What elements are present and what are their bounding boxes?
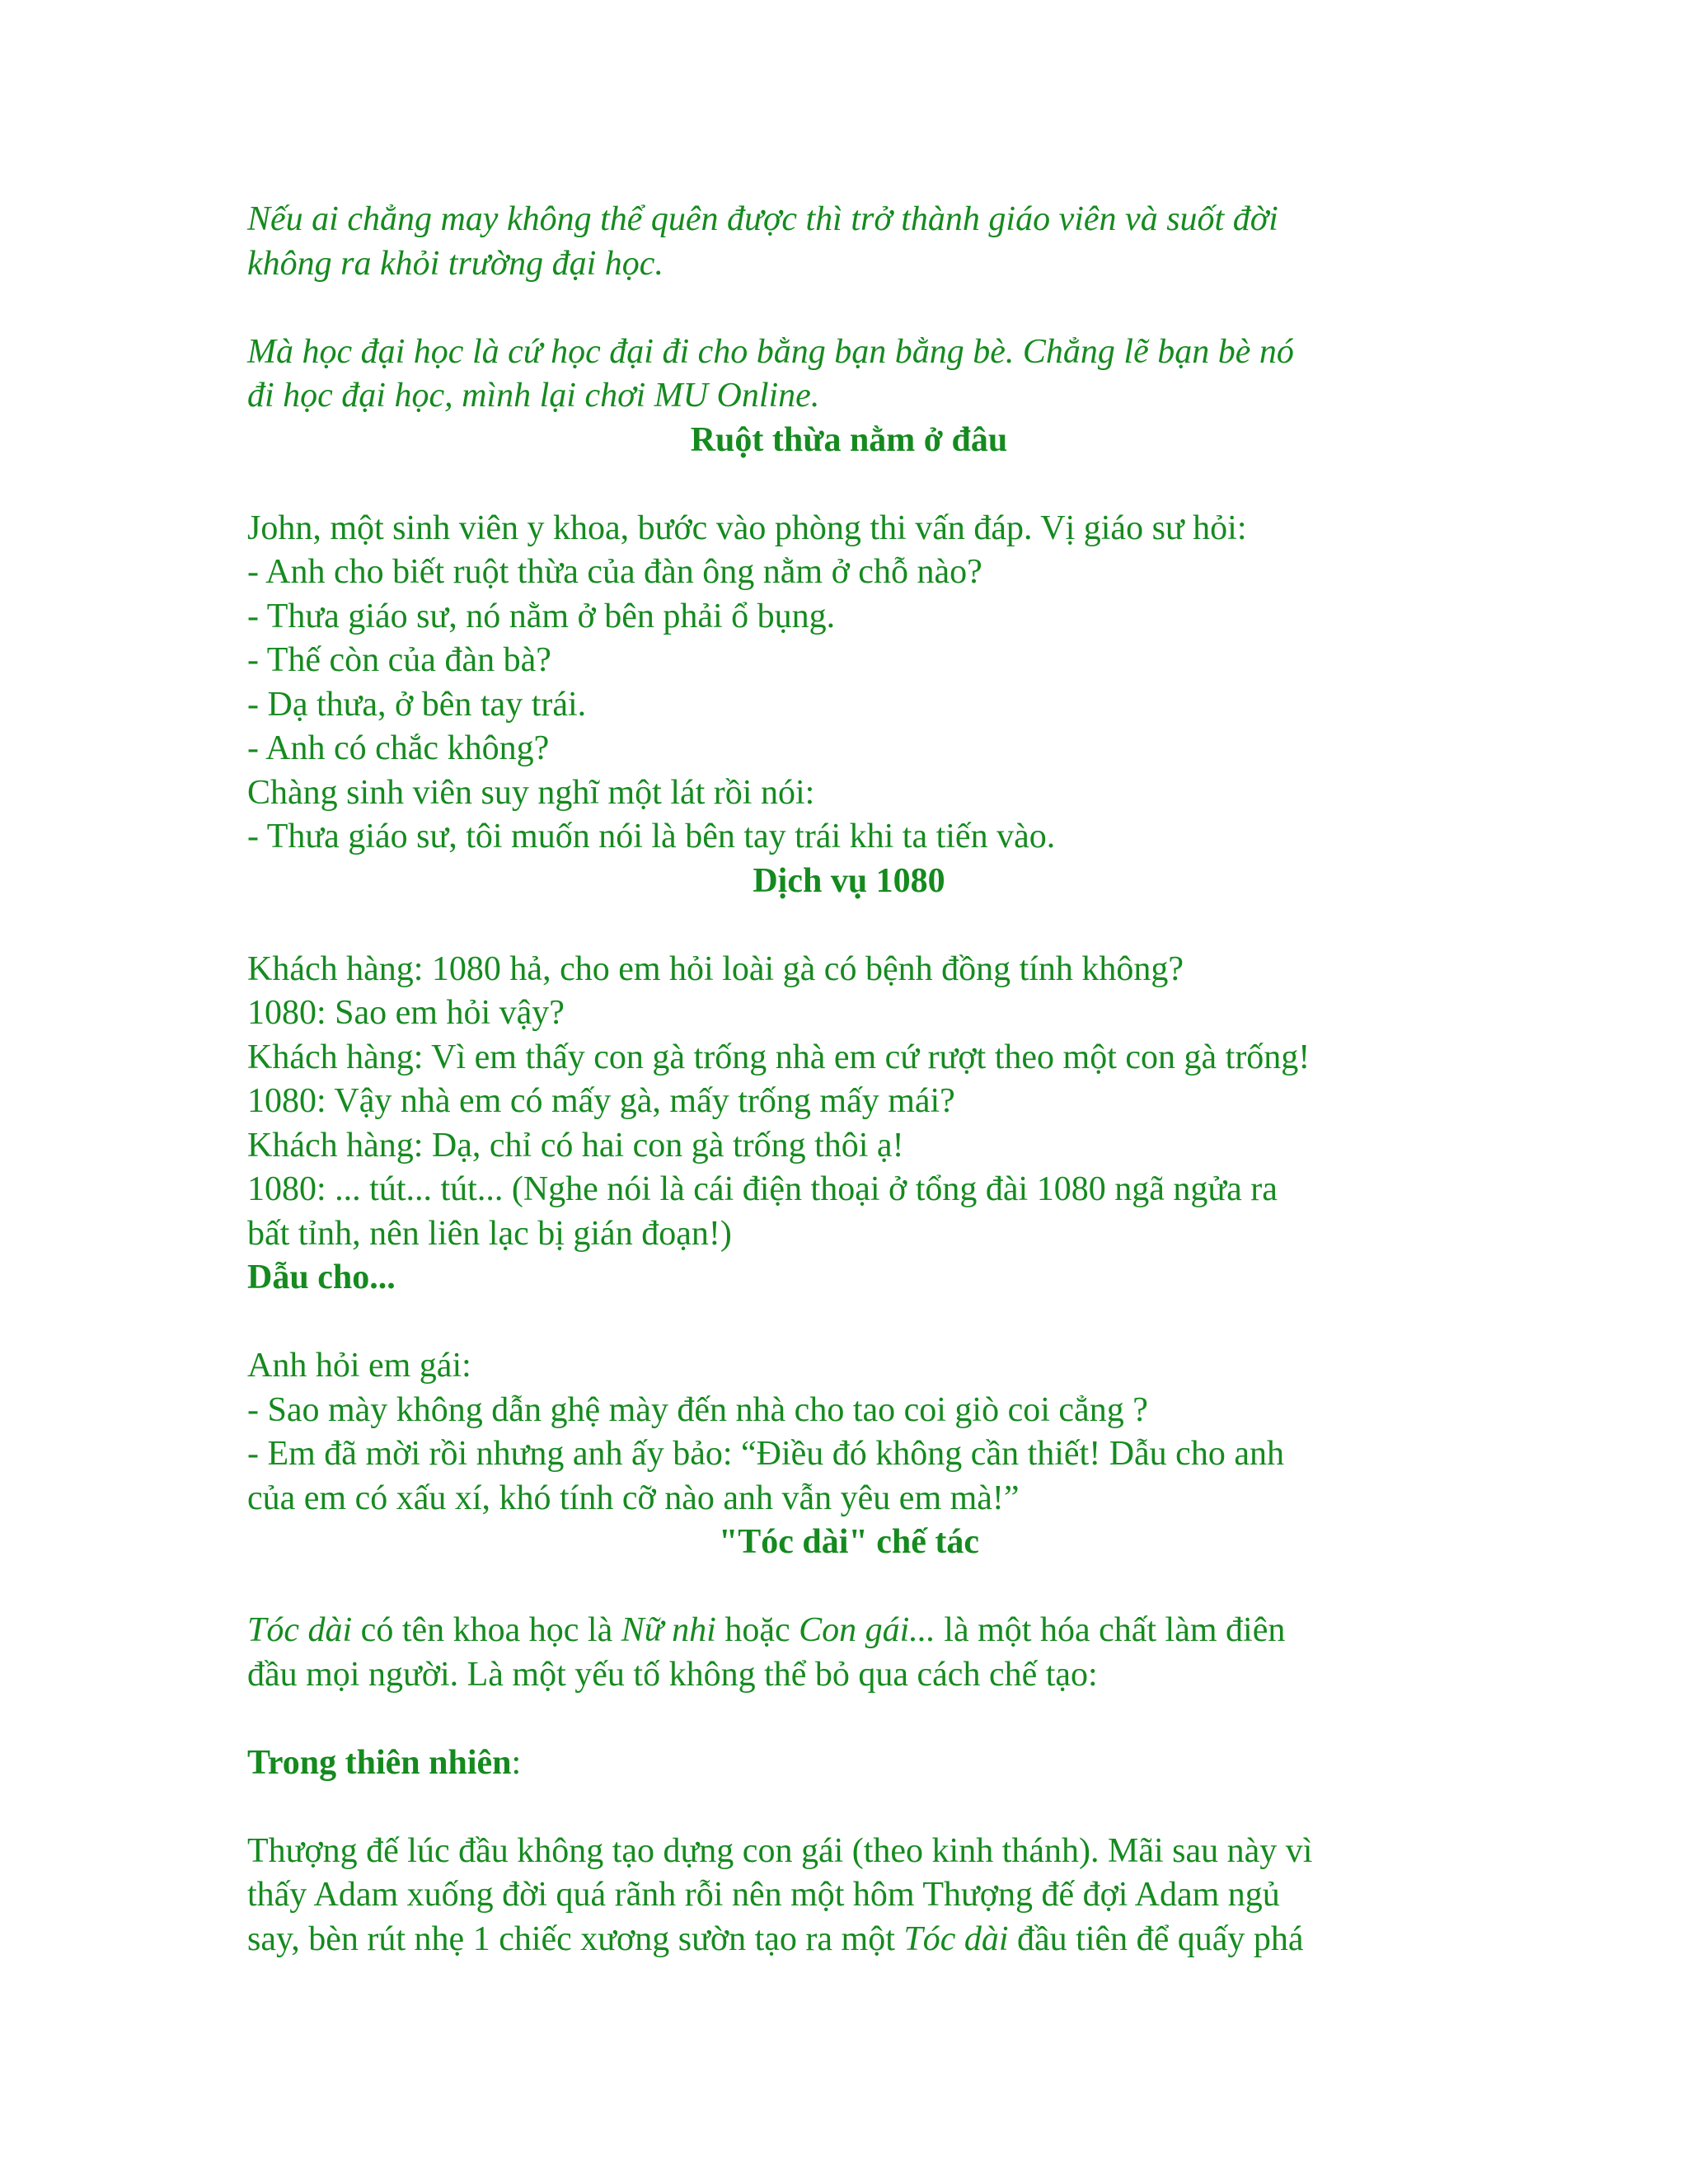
story-line: Chàng sinh viên suy nghĩ một lát rồi nói:: [247, 773, 815, 812]
story-line: Khách hàng: Vì em thấy con gà trống nhà em cứ rượt theo một con gà trống!: [247, 1038, 1311, 1076]
blank-line: [247, 1785, 1451, 1830]
story-title: Dẫu cho...: [247, 1258, 396, 1296]
story-text: say, bèn rút nhẹ 1 chiếc xương sườn tạo ra một: [247, 1919, 904, 1958]
story-line: thấy Adam xuống đời quá rãnh rỗi nên một hôm Thượng đế đợi Adam ngủ: [247, 1876, 1280, 1914]
emphasis-text: Tóc dài: [247, 1611, 353, 1649]
blank-line: [247, 903, 1451, 948]
intro-line: Mà học đại học là cứ học đại đi cho bằng bạn bằng bè. Chẳng lẽ bạn bè nó: [247, 332, 1294, 371]
emphasis-text: Nữ nhi: [621, 1611, 716, 1649]
story-text: là một hóa chất làm điên: [935, 1611, 1286, 1649]
intro-line: đi học đại học, mình lại chơi MU Online.: [247, 377, 820, 415]
story-line: Khách hàng: 1080 hả, cho em hỏi loài gà có bệnh đồng tính không?: [247, 949, 1184, 988]
story-line: - Thưa giáo sư, tôi muốn nói là bên tay trái khi ta tiến vào.: [247, 818, 1056, 855]
story-line: - Em đã mời rồi nhưng anh ấy bảo: “Điều đó không cần thiết! Dẫu cho anh: [247, 1435, 1284, 1473]
blank-line: [247, 1301, 1451, 1345]
emphasis-text: Con gái: [799, 1611, 910, 1649]
story-line: [247, 1918, 1451, 1962]
story-line: - Thế còn của đàn bà?: [247, 641, 551, 679]
story-line: 1080: Vậy nhà em có mấy gà, mấy trống mấy mái?: [247, 1082, 955, 1120]
story-line: 1080: Sao em hỏi vậy?: [247, 994, 565, 1032]
blank-line: [247, 1697, 1451, 1741]
story-line: đầu mọi người. Là một yếu tố không thể bỏ qua cách chế tạo:: [247, 1655, 1098, 1694]
story-line: [247, 1609, 1451, 1653]
story-line: Khách hàng: Dạ, chỉ có hai con gà trống thôi ạ!: [247, 1126, 904, 1165]
intro-line: Nếu ai chẳng may không thể quên được thì trở thành giáo viên và suốt đời: [247, 200, 1278, 238]
story-text: hoặc: [715, 1611, 799, 1649]
story-line: 1080: ... tút... tút... (Nghe nói là cái điện thoại ở tổng đài 1080 ngã ngửa ra: [247, 1170, 1278, 1208]
story-line: - Dạ thưa, ở bên tay trái.: [247, 685, 587, 724]
story-line: bất tỉnh, nên liên lạc bị gián đoạn!): [247, 1214, 732, 1253]
subheading-colon: :: [511, 1743, 522, 1782]
story-line: Thượng đế lúc đầu không tạo dựng con gái (theo kinh thánh). Mãi sau này vì: [247, 1831, 1313, 1870]
blank-line: [247, 286, 1451, 330]
emphasis-text: Tóc dài: [903, 1919, 1009, 1958]
story-line: - Anh có chắc không?: [247, 729, 550, 767]
story-line: Anh hỏi em gái:: [247, 1347, 471, 1385]
emphasis-text: ...: [909, 1611, 935, 1649]
story-text: có tên khoa học là: [352, 1611, 621, 1649]
story-line: - Sao mày không dẫn ghệ mày đến nhà cho tao coi giò coi cẳng ?: [247, 1390, 1148, 1429]
story-line: - Anh cho biết ruột thừa của đàn ông nằm ở chỗ nào?: [247, 553, 982, 591]
intro-line: không ra khỏi trường đại học.: [247, 244, 663, 283]
story-line: John, một sinh viên y khoa, bước vào phòng thi vấn đáp. Vị giáo sư hỏi:: [247, 509, 1247, 547]
subheading-text: Trong thiên nhiên: [247, 1743, 512, 1782]
blank-line: [247, 462, 1451, 507]
story-title: Dịch vụ 1080: [753, 861, 945, 900]
story-title: "Tóc dài" chế tác: [718, 1523, 980, 1561]
story-line: - Thưa giáo sư, nó nằm ở bên phải ổ bụng.: [247, 597, 836, 635]
story-title: Ruột thừa nằm ở đâu: [690, 420, 1008, 459]
story-line: của em có xấu xí, khó tính cỡ nào anh vẫn yêu em mà!”: [247, 1479, 1020, 1517]
blank-line: [247, 1565, 1451, 1610]
document-body: [247, 198, 1451, 1961]
story-text: đầu tiên để quấy phá: [1008, 1919, 1304, 1958]
subheading: [247, 1741, 1451, 1786]
